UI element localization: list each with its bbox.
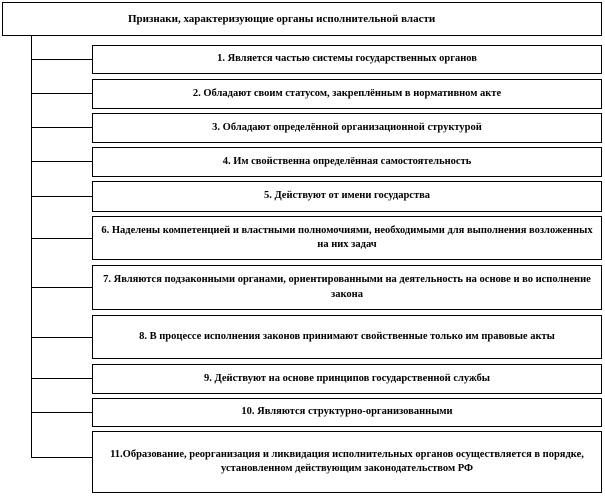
connector-branch	[31, 337, 92, 338]
feature-box-8: 8. В процессе исполнения законов принимают свойственные только им правовые акты	[92, 315, 602, 359]
feature-box-2: 2. Обладают своим статусом, закреплённым в нормативном акте	[92, 79, 602, 109]
connector-trunk	[31, 36, 32, 457]
connector-branch	[31, 127, 92, 128]
feature-box-10: 10. Являются структурно-организованными	[92, 398, 602, 427]
feature-box-5: 5. Действуют от имени государства	[92, 181, 602, 212]
connector-branch	[31, 378, 92, 379]
feature-box-11: 11.Образование, реорганизация и ликвидация исполнительных органов осуществляется в порядке, установленном действующим законодательством РФ	[92, 431, 602, 493]
connector-branch	[31, 412, 92, 413]
connector-branch	[31, 457, 92, 458]
connector-branch	[31, 196, 92, 197]
feature-box-6: 6. Наделены компетенцией и властными полномочиями, необходимыми для выполнения возложенных на них задач	[92, 216, 602, 260]
connector-branch	[31, 161, 92, 162]
connector-branch	[31, 287, 92, 288]
feature-box-4: 4. Им свойственна определённая самостоятельность	[92, 147, 602, 177]
feature-box-9: 9. Действуют на основе принципов государственной службы	[92, 364, 602, 394]
feature-box-7: 7. Являются подзаконными органами, ориентированными на деятельность на основе и во исполнение закона	[92, 265, 602, 310]
connector-branch	[31, 93, 92, 94]
feature-box-1: 1. Является частью системы государственных органов	[92, 45, 602, 74]
connector-branch	[31, 59, 92, 60]
feature-box-3: 3. Обладают определённой организационной структурой	[92, 113, 602, 143]
connector-branch	[31, 238, 92, 239]
diagram-title: Признаки, характеризующие органы исполнительной власти	[2, 2, 602, 36]
